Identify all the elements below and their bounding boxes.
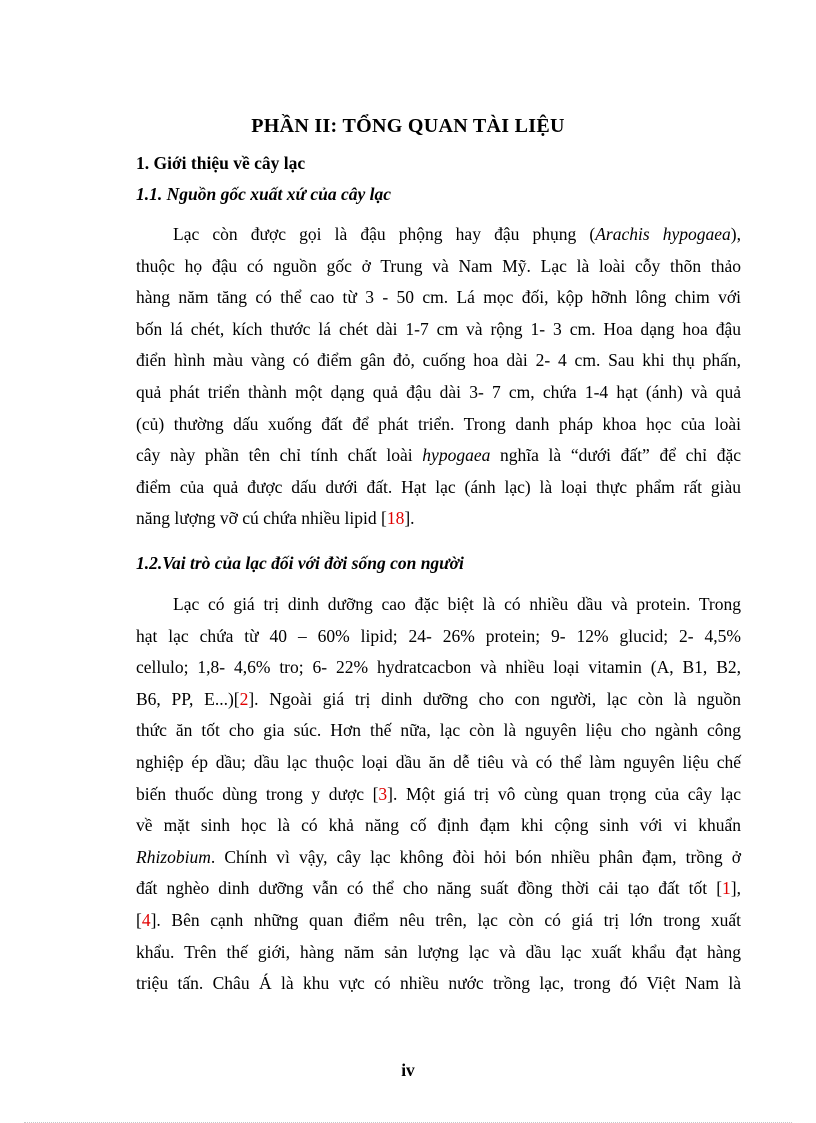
section-heading-1-2: 1.2.Vai trò của lạc đối với đời sống con người	[136, 553, 464, 573]
text-line: hàng năm tăng có thể cao từ 3 - 50 cm. Lá mọc đối, kộp hỡnh lông chim với	[136, 287, 741, 308]
text-line: biến thuốc dùng trong y dược [3]. Một giá trị vô cùng quan trọng của cây lạc	[136, 783, 741, 804]
text-line: đất nghèo dinh dưỡng vẫn có thể cho năng suất đồng thời cải tạo đất tốt [1],	[136, 878, 741, 899]
text-line: cây này phần tên chỉ tính chất loài hypogaea nghĩa là “dưới đất” để chỉ đặc	[136, 445, 741, 466]
section-heading-1-1: 1.1. Nguồn gốc xuất xứ của cây lạc	[136, 184, 391, 204]
text-line: điển hình màu vàng có điểm gân đỏ, cuống hoa dài 2- 4 cm. Sau khi thụ phấn,	[136, 350, 741, 371]
citation-ref: 18	[386, 508, 405, 529]
text-line: (củ) thường dấu xuống đất để phát triển. Trong danh pháp khoa học của loài	[136, 413, 741, 434]
text-line: B6, PP, E...)[2]. Ngoài giá trị dinh dưỡng cho con người, lạc còn là nguồn	[136, 688, 742, 709]
citation-ref: 3	[378, 783, 388, 804]
text-line: năng lượng vỡ cú chứa nhiều lipid [18].	[136, 508, 415, 529]
citation-ref: 1	[722, 878, 731, 899]
paragraph-role	[136, 589, 741, 1000]
text-line: khẩu. Trên thế giới, hàng năm sản lượng lạc và dầu lạc xuất khẩu đạt hàng	[136, 941, 741, 962]
paragraph-origin	[136, 219, 741, 535]
text-line: bốn lá chét, kích thước lá chét dài 1-7 cm và rộng 1- 3 cm. Hoa dạng hoa đậu	[136, 318, 741, 339]
text-line: cellulo; 1,8- 4,6% tro; 6- 22% hydratcacbon và nhiều loại vitamin (A, B1, B2,	[136, 657, 741, 678]
text-line: quả phát triển thành một dạng quả đậu dài 3- 7 cm, chứa 1-4 hạt (ánh) và quả	[136, 381, 741, 402]
text-line: Lạc có giá trị dinh dưỡng cao đặc biệt là có nhiều dầu và protein. Trong	[173, 594, 741, 614]
text-line: điểm của quả được dấu dưới đất. Hạt lạc (ánh lạc) là loại thực phẩm rất giàu	[136, 476, 741, 497]
text-line: về mặt sinh học là có khả năng cố định đạm khi cộng sinh với vi khuẩn	[136, 815, 741, 836]
text-line: Rhizobium. Chính vì vậy, cây lạc không đòi hỏi bón nhiều phân đạm, trồng ở	[136, 846, 741, 867]
page-number: iv	[401, 1060, 415, 1080]
text-line: hạt lạc chứa từ 40 – 60% lipid; 24- 26% protein; 9- 12% glucid; 2- 4,5%	[136, 625, 741, 646]
text-line: thức ăn tốt cho gia súc. Hơn thế nữa, lạc còn là nguyên liệu cho ngành công	[136, 720, 741, 741]
section-heading-1: 1. Giới thiệu về cây lạc	[136, 153, 306, 173]
text-line: [4]. Bên cạnh những quan điểm nêu trên, lạc còn có giá trị lớn trong xuất	[136, 909, 741, 930]
citation-ref: 4	[141, 909, 151, 930]
text-line: nghiệp ép dầu; dầu lạc thuộc loại dầu ăn dễ tiêu và có thể làm nguyên liệu chế	[136, 751, 741, 772]
text-line: triệu tấn. Châu Á là khu vực có nhiều nước trồng lạc, trong đó Việt Nam là	[136, 973, 741, 994]
text-line: Lạc còn được gọi là đậu phộng hay đậu phụng (Arachis hypogaea),	[173, 224, 741, 244]
chapter-title: PHẦN II: TỔNG QUAN TÀI LIỆU	[251, 115, 565, 137]
citation-ref: 2	[239, 688, 249, 709]
text-line: thuộc họ đậu có nguồn gốc ở Trung và Nam Mỹ. Lạc là loài cỗy thõn thảo	[136, 255, 741, 276]
